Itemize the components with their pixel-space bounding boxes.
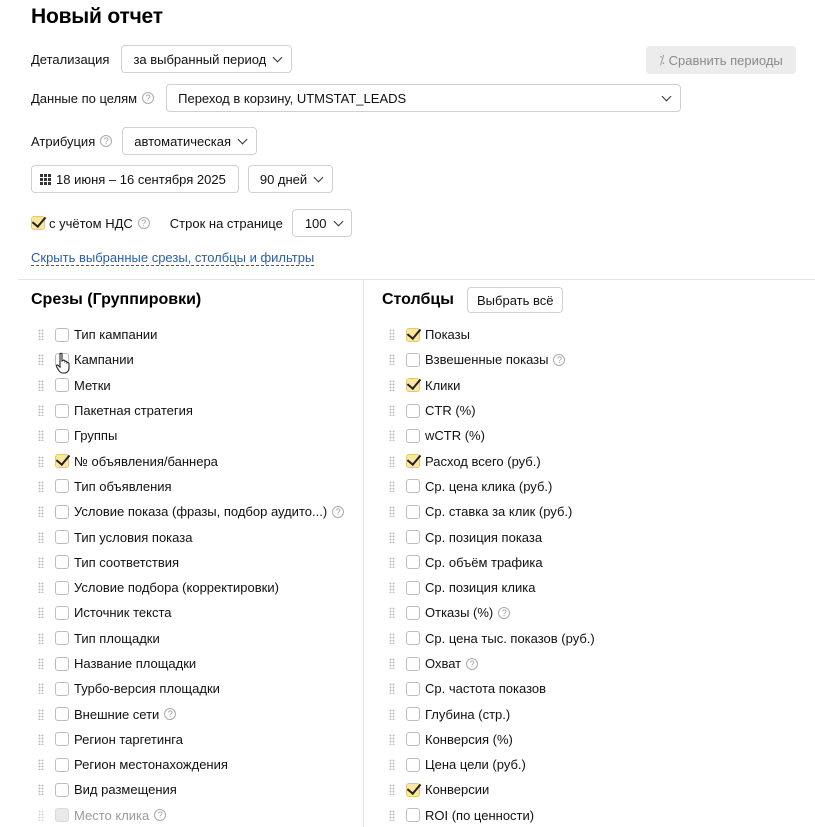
column-label: Охват: [425, 656, 462, 671]
calendar-icon: [40, 174, 51, 185]
drag-handle-icon[interactable]: [389, 759, 395, 770]
slice-label: Регион таргетинга: [74, 731, 183, 747]
slice-label: Источник текста: [74, 605, 172, 621]
drag-handle-icon[interactable]: [389, 633, 395, 644]
column-item[interactable]: [389, 777, 595, 802]
column-checkbox[interactable]: [406, 404, 420, 418]
column-item[interactable]: [389, 803, 595, 827]
slice-checkbox[interactable]: [55, 631, 69, 645]
slice-label: Место клика: [74, 807, 150, 823]
drag-handle-icon[interactable]: [38, 456, 44, 467]
chevron-down-icon: [314, 172, 324, 182]
period-select-value: 90 дней: [259, 171, 308, 187]
column-item[interactable]: [389, 474, 595, 499]
slice-checkbox[interactable]: [55, 732, 69, 746]
help-icon[interactable]: ?: [142, 92, 154, 104]
slice-checkbox[interactable]: [55, 707, 69, 721]
column-checkbox[interactable]: [406, 707, 420, 721]
drag-handle-icon[interactable]: [38, 784, 44, 795]
column-item[interactable]: [389, 423, 595, 448]
drag-handle-icon[interactable]: [389, 430, 395, 441]
column-checkbox[interactable]: [406, 479, 420, 493]
drag-handle-icon[interactable]: [389, 329, 395, 340]
column-label: Цена цели (руб.): [425, 757, 526, 773]
column-item[interactable]: [389, 752, 595, 777]
divider: [363, 279, 364, 827]
column-checkbox[interactable]: [406, 353, 420, 367]
column-checkbox[interactable]: [406, 783, 420, 797]
column-label: Ср. позиция клика: [425, 580, 536, 596]
column-label: CTR (%): [425, 403, 476, 419]
column-label: Ср. позиция показа: [425, 529, 543, 545]
column-label: Ср. объём трафика: [425, 554, 543, 570]
column-item[interactable]: [389, 651, 595, 676]
slice-checkbox[interactable]: [55, 530, 69, 544]
column-checkbox[interactable]: [406, 505, 420, 519]
drag-handle-icon[interactable]: [38, 683, 44, 694]
drag-handle-icon[interactable]: [389, 658, 395, 669]
slice-checkbox[interactable]: [55, 378, 69, 392]
column-item[interactable]: [389, 347, 595, 372]
column-checkbox[interactable]: [406, 606, 420, 620]
column-item[interactable]: [389, 322, 595, 347]
slice-item[interactable]: [38, 651, 344, 676]
slice-item[interactable]: [38, 701, 344, 726]
attribution-select[interactable]: [122, 127, 257, 155]
column-checkbox[interactable]: [406, 530, 420, 544]
goals-select[interactable]: [166, 84, 681, 112]
drag-handle-icon[interactable]: [38, 532, 44, 543]
column-checkbox[interactable]: [406, 657, 420, 671]
column-item[interactable]: [389, 373, 595, 398]
drag-handle-icon[interactable]: [389, 582, 395, 593]
column-item[interactable]: [389, 727, 595, 752]
column-item[interactable]: [389, 676, 595, 701]
slice-label: Тип условия показа: [74, 529, 193, 545]
drag-handle-icon[interactable]: [389, 709, 395, 720]
help-icon[interactable]: ?: [100, 135, 112, 147]
slice-label: Регион местонахождения: [74, 757, 228, 773]
compare-icon: ⁒: [659, 53, 665, 67]
help-icon[interactable]: ?: [154, 809, 166, 821]
help-icon[interactable]: ?: [466, 658, 478, 670]
slice-label: Тип площадки: [74, 630, 160, 646]
slice-label: Вид размещения: [74, 782, 177, 798]
column-checkbox[interactable]: [406, 454, 420, 468]
drag-handle-icon[interactable]: [389, 532, 395, 543]
column-checkbox[interactable]: [406, 555, 420, 569]
slice-checkbox[interactable]: [55, 404, 69, 418]
column-checkbox[interactable]: [406, 682, 420, 696]
drag-handle-icon[interactable]: [38, 709, 44, 720]
slice-checkbox[interactable]: [55, 479, 69, 493]
compare-periods-label: Сравнить периоды: [668, 52, 783, 68]
chevron-down-icon: [662, 91, 672, 101]
slice-checkbox[interactable]: [55, 657, 69, 671]
slice-item[interactable]: [38, 626, 344, 651]
drag-handle-icon[interactable]: [389, 380, 395, 391]
slice-label: Тип кампании: [74, 327, 158, 343]
slice-checkbox: [55, 808, 69, 822]
column-label: Ср. цена клика (руб.): [425, 478, 553, 494]
drag-handle-icon[interactable]: [38, 481, 44, 492]
help-icon[interactable]: ?: [553, 354, 565, 366]
vat-label: с учётом НДС: [49, 215, 133, 231]
slice-checkbox[interactable]: [55, 783, 69, 797]
slice-item[interactable]: [38, 550, 344, 575]
slice-label: № объявления/баннера: [74, 453, 218, 469]
slice-label: Тип объявления: [74, 478, 172, 494]
divider: [18, 279, 815, 280]
vat-checkbox[interactable]: [31, 216, 45, 230]
slice-label: Название площадки: [74, 656, 197, 671]
slice-checkbox[interactable]: [55, 555, 69, 569]
drag-handle-icon[interactable]: [38, 380, 44, 391]
drag-handle-icon[interactable]: [38, 582, 44, 593]
drag-handle-icon[interactable]: [389, 506, 395, 517]
attribution-row: [31, 127, 257, 155]
chevron-down-icon: [238, 134, 248, 144]
slice-item[interactable]: [38, 448, 344, 473]
select-all-button[interactable]: Выбрать всё: [467, 287, 563, 313]
column-label: Взвешенные показы: [425, 352, 549, 368]
goals-label: Данные по целям: [31, 90, 138, 106]
help-icon[interactable]: ?: [332, 506, 344, 518]
slice-label: Внешние сети: [74, 706, 160, 722]
goals-select-value: Переход в корзину, UTMSTAT_LEADS: [178, 90, 407, 106]
slice-label: Группы: [74, 428, 118, 444]
drag-handle-icon[interactable]: [389, 784, 395, 795]
column-checkbox[interactable]: [406, 758, 420, 772]
drag-handle-icon[interactable]: [389, 557, 395, 568]
help-icon[interactable]: ?: [164, 708, 176, 720]
attribution-label: Атрибуция: [31, 133, 96, 149]
column-item[interactable]: [389, 499, 595, 524]
column-item[interactable]: [389, 701, 595, 726]
column-checkbox[interactable]: [406, 429, 420, 443]
column-checkbox[interactable]: [406, 328, 420, 342]
drag-handle-icon[interactable]: [38, 759, 44, 770]
drag-handle-icon[interactable]: [38, 734, 44, 745]
columns-title: Столбцы: [382, 291, 454, 308]
drag-handle-icon[interactable]: [38, 430, 44, 441]
attribution-select-value: автоматическая: [134, 133, 231, 149]
detail-select[interactable]: [121, 45, 292, 73]
detail-label: Детализация: [31, 51, 110, 67]
column-label: Ср. ставка за клик (руб.): [425, 504, 573, 520]
column-checkbox[interactable]: [406, 732, 420, 746]
slice-label: Кампании: [74, 352, 134, 368]
slice-item[interactable]: [38, 398, 344, 423]
slice-item[interactable]: [38, 777, 344, 802]
drag-handle-icon[interactable]: [38, 633, 44, 644]
slice-item[interactable]: [38, 423, 344, 448]
column-label: Ср. цена тыс. показов (руб.): [425, 630, 595, 646]
slice-label: Метки: [74, 377, 111, 393]
goals-row: [31, 84, 681, 112]
date-range-value: 18 июня – 16 сентября 2025: [56, 171, 226, 187]
drag-handle-icon[interactable]: [389, 734, 395, 745]
column-checkbox[interactable]: [406, 808, 420, 822]
page-title: Новый отчет: [31, 5, 163, 28]
help-icon[interactable]: ?: [498, 607, 510, 619]
rows-per-page-value: 100: [304, 215, 327, 231]
slice-item[interactable]: [38, 676, 344, 701]
slice-item[interactable]: [38, 524, 344, 549]
drag-handle-icon[interactable]: [38, 329, 44, 340]
column-item[interactable]: [389, 575, 595, 600]
detail-row: [31, 45, 292, 73]
hide-selected-link[interactable]: Скрыть выбранные срезы, столбцы и фильтры: [31, 250, 315, 265]
slice-label: Условие подбора (корректировки): [74, 580, 279, 596]
period-select[interactable]: [248, 165, 333, 193]
hand-cursor-icon: [55, 352, 71, 374]
slice-item[interactable]: [38, 727, 344, 752]
drag-handle-icon[interactable]: [38, 405, 44, 416]
drag-handle-icon[interactable]: [38, 810, 44, 821]
slice-item[interactable]: [38, 373, 344, 398]
drag-handle-icon[interactable]: [389, 456, 395, 467]
drag-handle-icon[interactable]: [389, 810, 395, 821]
drag-handle-icon[interactable]: [389, 405, 395, 416]
chevron-down-icon: [333, 216, 343, 226]
column-label: Конверсия (%): [425, 731, 513, 747]
column-item[interactable]: [389, 448, 595, 473]
drag-handle-icon[interactable]: [38, 557, 44, 568]
slice-checkbox[interactable]: [55, 581, 69, 595]
slice-label: Пакетная стратегия: [74, 403, 193, 419]
column-checkbox[interactable]: [406, 581, 420, 595]
slice-item[interactable]: [38, 575, 344, 600]
column-item[interactable]: [389, 600, 595, 625]
slice-checkbox[interactable]: [55, 328, 69, 342]
slices-list: [38, 322, 344, 827]
slice-checkbox[interactable]: [55, 758, 69, 772]
slice-checkbox[interactable]: [55, 505, 69, 519]
column-label: wCTR (%): [425, 428, 485, 444]
slice-checkbox[interactable]: [55, 454, 69, 468]
date-range-picker[interactable]: [31, 165, 239, 193]
drag-handle-icon[interactable]: [389, 354, 395, 365]
rows-per-page-select[interactable]: [292, 209, 352, 237]
column-label: Отказы (%): [425, 605, 494, 621]
chevron-down-icon: [273, 52, 283, 62]
vat-row: [31, 209, 352, 237]
column-item[interactable]: [389, 524, 595, 549]
slice-item[interactable]: [38, 600, 344, 625]
slice-item[interactable]: [38, 752, 344, 777]
slice-item[interactable]: [38, 347, 344, 372]
column-label: Конверсии: [425, 782, 490, 798]
date-row: [31, 165, 333, 193]
slices-title: Срезы (Группировки): [31, 291, 202, 308]
column-checkbox[interactable]: [406, 378, 420, 392]
slice-checkbox[interactable]: [55, 429, 69, 443]
compare-periods-button[interactable]: [646, 46, 796, 74]
drag-handle-icon[interactable]: [38, 354, 44, 365]
column-item[interactable]: [389, 398, 595, 423]
slice-checkbox[interactable]: [55, 606, 69, 620]
drag-handle-icon[interactable]: [389, 481, 395, 492]
slice-label: Условие показа (фразы, подбор аудито...): [74, 504, 328, 520]
slice-item[interactable]: [38, 474, 344, 499]
drag-handle-icon[interactable]: [389, 607, 395, 618]
slice-label: Турбо-версия площадки: [74, 681, 220, 697]
drag-handle-icon[interactable]: [38, 506, 44, 517]
drag-handle-icon[interactable]: [389, 683, 395, 694]
column-label: ROI (по ценности): [425, 807, 535, 823]
columns-list: [389, 322, 595, 827]
rows-per-page-label: Строк на странице: [169, 215, 283, 231]
slice-label: Тип соответствия: [74, 554, 180, 570]
drag-handle-icon[interactable]: [38, 607, 44, 618]
slice-item[interactable]: [38, 322, 344, 347]
help-icon[interactable]: ?: [138, 217, 150, 229]
slice-item[interactable]: [38, 499, 344, 524]
drag-handle-icon[interactable]: [38, 658, 44, 669]
column-checkbox[interactable]: [406, 631, 420, 645]
slice-checkbox[interactable]: [55, 682, 69, 696]
column-item[interactable]: [389, 626, 595, 651]
column-label: Глубина (стр.): [425, 706, 511, 722]
slice-item[interactable]: [38, 803, 344, 827]
detail-select-value: за выбранный период: [133, 51, 267, 67]
column-label: Расход всего (руб.): [425, 453, 541, 469]
column-label: Показы: [425, 327, 470, 343]
column-label: Клики: [425, 377, 461, 393]
column-label: Ср. частота показов: [425, 681, 547, 697]
column-item[interactable]: [389, 550, 595, 575]
